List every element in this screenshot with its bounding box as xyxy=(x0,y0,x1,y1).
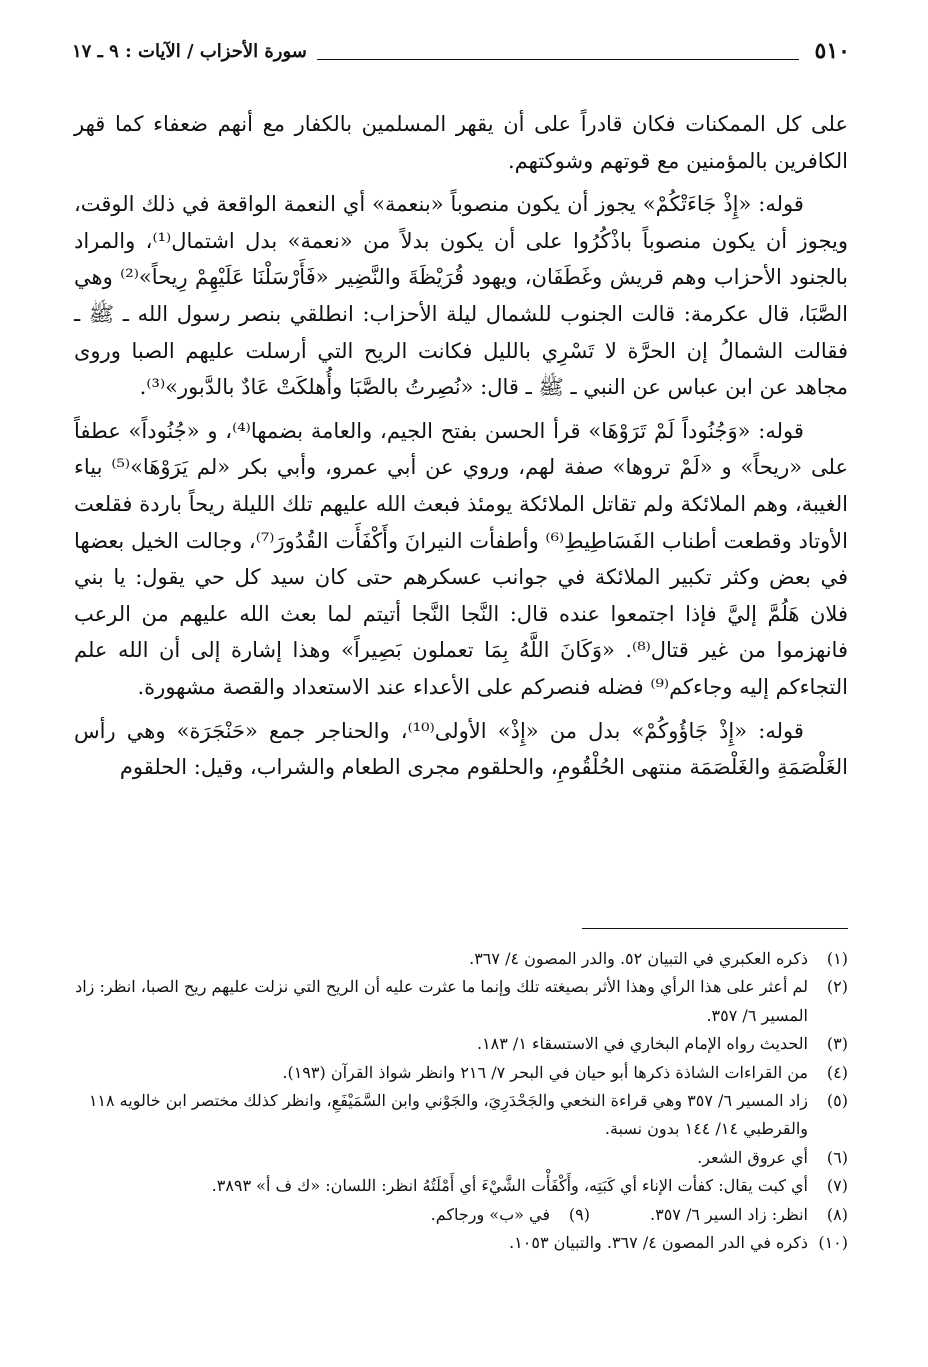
paragraph: قوله: «إِذْ جَاءَتْكُمْ» يجوز أن يكون منصوباً «بنعمة» أي النعمة الواقعة في ذلك الوقت، ويجوز أن يكون منصوباً باذْكُرُوا على أن يكون بدلاً من «نعمة» بدل اشتمال⁽¹⁾، والمراد بالجنود الأحزاب وهم قريش وغَطَفَان، ويهود قُرَيْظَةَ والنَّضِير «فَأَرْسَلْنَا عَلَيْهِمْ رِيحاً»⁽²⁾ وهي الصَّبَا، قال عكرمة: قالت الجنوب للشمال ليلة الأحزاب: انطلقي بنصر رسول الله ـ ﷺ ـ فقالت الشمالُ إن الحرَّة لا تَسْرِي بالليل فكانت الريح التي أرسلت عليهم الصبا وروى مجاهد عن ابن عباس عن النبي ـ ﷺ ـ قال: «نُصِرتُ بالصَّبَا وأُهلكَتْ عَادٌ بالدَّبور»⁽³⁾. xyxy=(74,192,848,400)
footnote-number: (٤) xyxy=(826,1062,848,1082)
main-text xyxy=(74,106,848,793)
footnote-number: (٣) xyxy=(826,1034,848,1054)
footnote-pair xyxy=(74,1201,848,1229)
footnote-number: (٦) xyxy=(826,1147,848,1167)
footnote xyxy=(74,1087,848,1144)
surah-title: سورة الأحزاب / الآيات : ٩ ـ ١٧ xyxy=(72,40,307,62)
footnote-number: (١) xyxy=(826,949,848,968)
footnote-number: (٩) xyxy=(568,1204,590,1224)
footnote-text: زاد المسير ٦/ ٣٥٧ وهي قراءة النخعي والجَحْدَرِيَ، والجَوْني وابن السَّمَيْفَعِ، وانظر كذلك مختصر ابن خالويه ١١٨ والقرطبي ١٤/ ١٤٤ بدون نسبة. xyxy=(88,1091,808,1139)
footnote xyxy=(431,1201,590,1229)
footnote-text: أي عروق الشعر. xyxy=(697,1147,808,1167)
footnote-separator xyxy=(582,928,848,929)
footnote xyxy=(650,1201,848,1229)
footnote-number: (٥) xyxy=(826,1091,848,1111)
page-number: ٥١٠ xyxy=(814,38,850,64)
footnote xyxy=(74,945,848,973)
footnote xyxy=(74,1172,848,1200)
header-rule xyxy=(317,59,799,60)
paragraph: قوله: «وَجُنُوداً لَمْ تَرَوْهَا» قرأ الحسن بفتح الجيم، والعامة بضمها⁽⁴⁾، و «جُنُوداً» عطفاً على «ريحاً» و «لَمْ تروها» صفة لهم، وروي عن أبي عمرو، وأبي بكر «لم يَرَوْهَا»⁽⁵⁾ بياء الغيبة، وهم الملائكة ولم تقاتل الملائكة يومئذ فبعث الله عليهم تلك الليلة ريحاً باردة فقلعت الأوتاد وقطعت أطناب الفَسَاطِيطِ⁽⁶⁾ وأطفأت النيرانَ وأَكْفَأَت القُدُورَ⁽⁷⁾، وجالت الخيل بعضها في بعض وكثر تكبير الملائكة في جوانب عسكرهم حتى كان سيد كل حي يقول: يا بني فلان هَلُمَّ إليَّ فإذا اجتمعوا عنده قال: النَّجا النَّجا أتيتم لما بعث الله عليهم من الرعب فانهزموا من غير قتال⁽⁸⁾. «وَكَانَ اللَّهُ بِمَا تعملون بَصِيراً» وهذا إشارة إلى أن الله علم التجاءكم إليه وجاءكم⁽⁹⁾ فضله فنصركم على الأعداء عند الاستعداد والقصة مشهورة. xyxy=(74,418,848,699)
footnote-text: لم أعثر على هذا الرأي وهذا الأثر بصيغته تلك وإنما ما عثرت عليه أن الريح التي نزلت عليهم ريح الصبا، انظر: زاد المسير ٦/ ٣٥٧. xyxy=(75,977,808,1025)
footnote xyxy=(74,973,848,1030)
running-header xyxy=(72,34,850,68)
footnote-text: الحديث رواه الإمام البخاري في الاستسقاء ١/ ١٨٣. xyxy=(476,1034,808,1054)
footnote-number: (٨) xyxy=(826,1204,848,1224)
footnote xyxy=(74,1030,848,1058)
footnote-text: في «ب» ورجاكم. xyxy=(430,1204,550,1224)
footnote-text: أي كبت يقال: كفأت الإناء أي كَبَتِه، وأَكْفَأْت الشَّيْءَ أي أَمْلَتُهُ انظر: اللسان: «ك ف أ» ٣٨٩٣. xyxy=(211,1176,808,1196)
footnote-number: (١٠) xyxy=(818,1233,848,1253)
footnote-text: انظر: زاد السير ٦/ ٣٥٧. xyxy=(650,1204,808,1224)
footnote xyxy=(74,1059,848,1087)
footnote xyxy=(74,1229,848,1257)
footnote-text: ذكره العكبري في التبيان ٥٢. والدر المصون ٤/ ٣٦٧. xyxy=(469,949,808,968)
footnote-number: (٧) xyxy=(826,1176,848,1196)
footnote-text: من القراءات الشاذة ذكرها أبو حيان في البحر ٧/ ٢١٦ وانظر شواذ القرآن (١٩٣). xyxy=(282,1062,808,1082)
paragraph: على كل الممكنات فكان قادراً على أن يقهر المسلمين بالكفار مع أنهم ضعفاء كما قهر الكافرين بالمؤمنين مع قوتهم وشوكتهم. xyxy=(74,112,848,173)
footnote xyxy=(74,1144,848,1172)
footnotes xyxy=(74,945,848,1257)
footnote-text: ذكره في الدر المصون ٤/ ٣٦٧. والتبيان ١٠٥٣. xyxy=(509,1233,808,1253)
paragraph: قوله: «إِذْ جَاؤُوكُمْ» بدل من «إِذْ» الأولى⁽¹⁰⁾، والحناجر جمع «حَنْجَرَة» وهي رأس الغَلْصَمَةِ والغَلْصَمَة منتهى الحُلْقُومِ، والحلقوم مجرى الطعام والشراب، وقيل: الحلقوم xyxy=(74,718,848,780)
footnote-number: (٢) xyxy=(826,977,848,997)
